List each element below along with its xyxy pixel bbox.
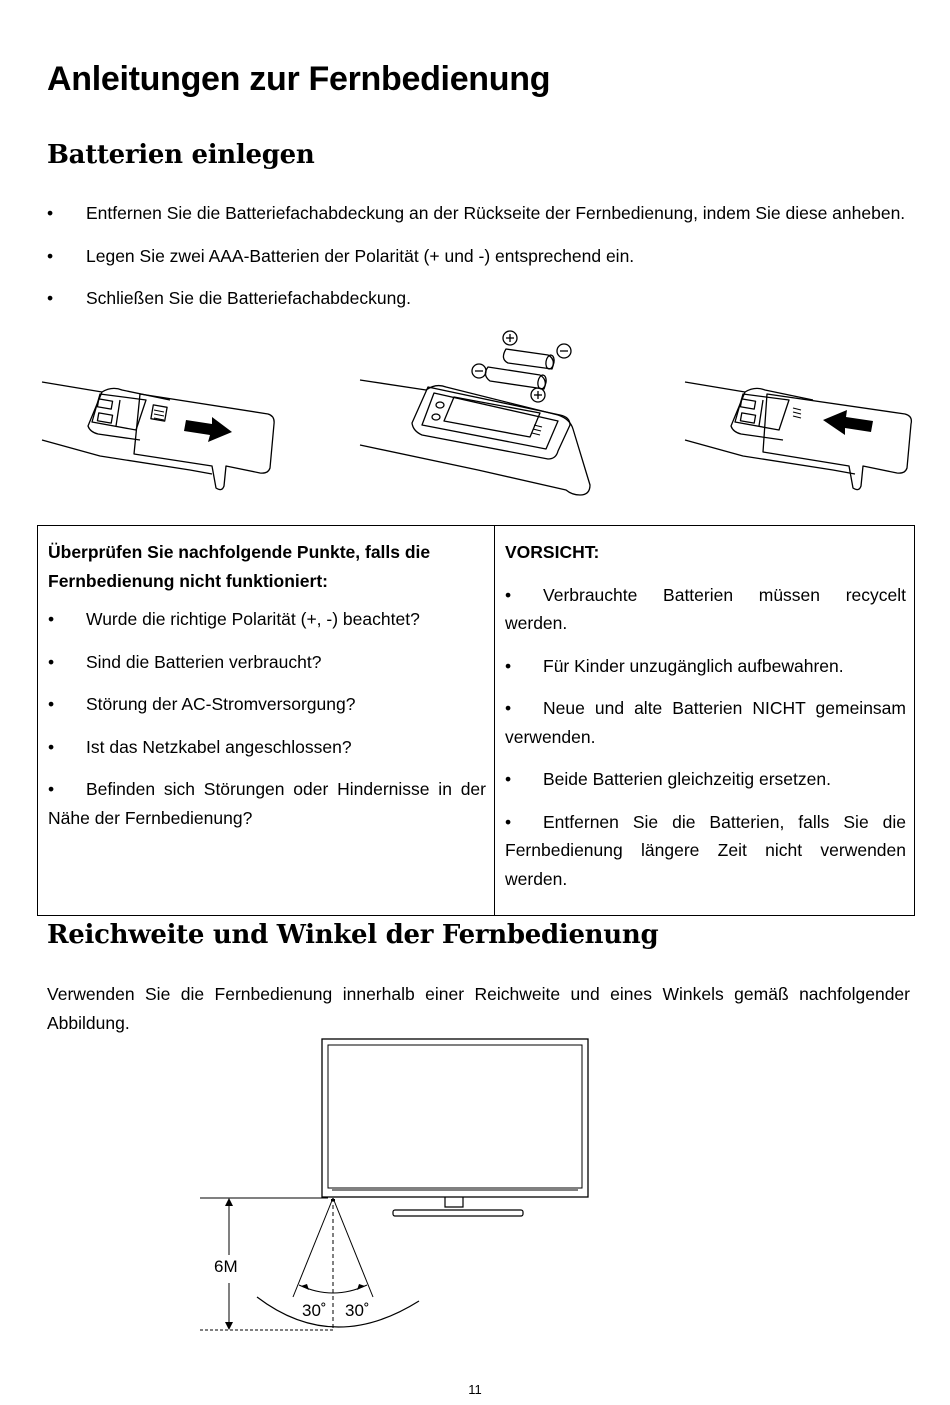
list-item: • Beide Batterien gleichzeitig ersetzen.	[505, 769, 831, 789]
list-item: • Verbrauchte Batterien müssen recycelt werden.	[505, 584, 906, 633]
list-item: • Wurde die richtige Polarität (+, -) beachtet?	[48, 609, 420, 629]
caution-list	[505, 581, 906, 894]
heading-batteries: Batterien einlegen	[47, 140, 315, 170]
battery-steps-list	[47, 199, 910, 327]
distance-label: 6M	[214, 1257, 238, 1276]
page-title: Anleitungen zur Fernbedienung	[47, 60, 551, 98]
caution-title: VORSICHT:	[505, 542, 600, 562]
page-number: 11	[468, 1382, 482, 1397]
troubleshooting-table	[37, 525, 915, 916]
battery-step: • Schließen Sie die Batteriefachabdeckung.	[47, 284, 910, 313]
range-paragraph: Verwenden Sie die Fernbedienung innerhalb einer Reichweite und eines Winkels gemäß nachfolgender Abbildung.	[47, 984, 910, 1033]
troubleshooting-title: Überprüfen Sie nachfolgende Punkte, falls die Fernbedienung nicht funktioniert:	[48, 542, 431, 591]
list-item: • Störung der AC-Stromversorgung?	[48, 694, 356, 714]
list-item: • Entfernen Sie die Batterien, falls Sie die Fernbedienung längere Zeit nicht verwenden werden.	[505, 811, 906, 889]
battery-step: • Legen Sie zwei AAA-Batterien der Polarität (+ und -) entsprechend ein.	[47, 242, 910, 271]
list-item: • Befinden sich Störungen oder Hindernisse in der Nähe der Fernbedienung?	[48, 779, 486, 828]
tv-stand-neck	[445, 1197, 463, 1207]
list-item: • Für Kinder unzugänglich aufbewahren.	[505, 655, 844, 676]
angle-right-label: 30˚	[345, 1301, 370, 1320]
list-item: • Neue und alte Batterien NICHT gemeinsam verwenden.	[505, 698, 906, 747]
list-item: • Ist das Netzkabel angeschlossen?	[48, 736, 352, 757]
troubleshooting-cell	[38, 526, 495, 916]
troubleshooting-list	[48, 605, 486, 832]
heading-range: Reichweite und Winkel der Fernbedienung	[47, 920, 659, 950]
list-item: • Sind die Batterien verbraucht?	[48, 651, 322, 672]
remote-insert-batteries-illustration	[358, 325, 608, 515]
remote-close-cover-illustration	[683, 370, 923, 500]
battery-step: • Entfernen Sie die Batteriefachabdeckung an der Rückseite der Fernbedienung, indem Sie diese anheben.	[47, 199, 910, 228]
caution-cell	[495, 526, 915, 916]
tv-range-diagram	[195, 1035, 595, 1335]
tv-frame	[322, 1039, 588, 1197]
tv-stand-base	[393, 1210, 523, 1216]
angle-left-label: 30˚	[302, 1301, 327, 1320]
range-arc	[257, 1297, 419, 1327]
remote-open-cover-illustration	[40, 370, 290, 500]
